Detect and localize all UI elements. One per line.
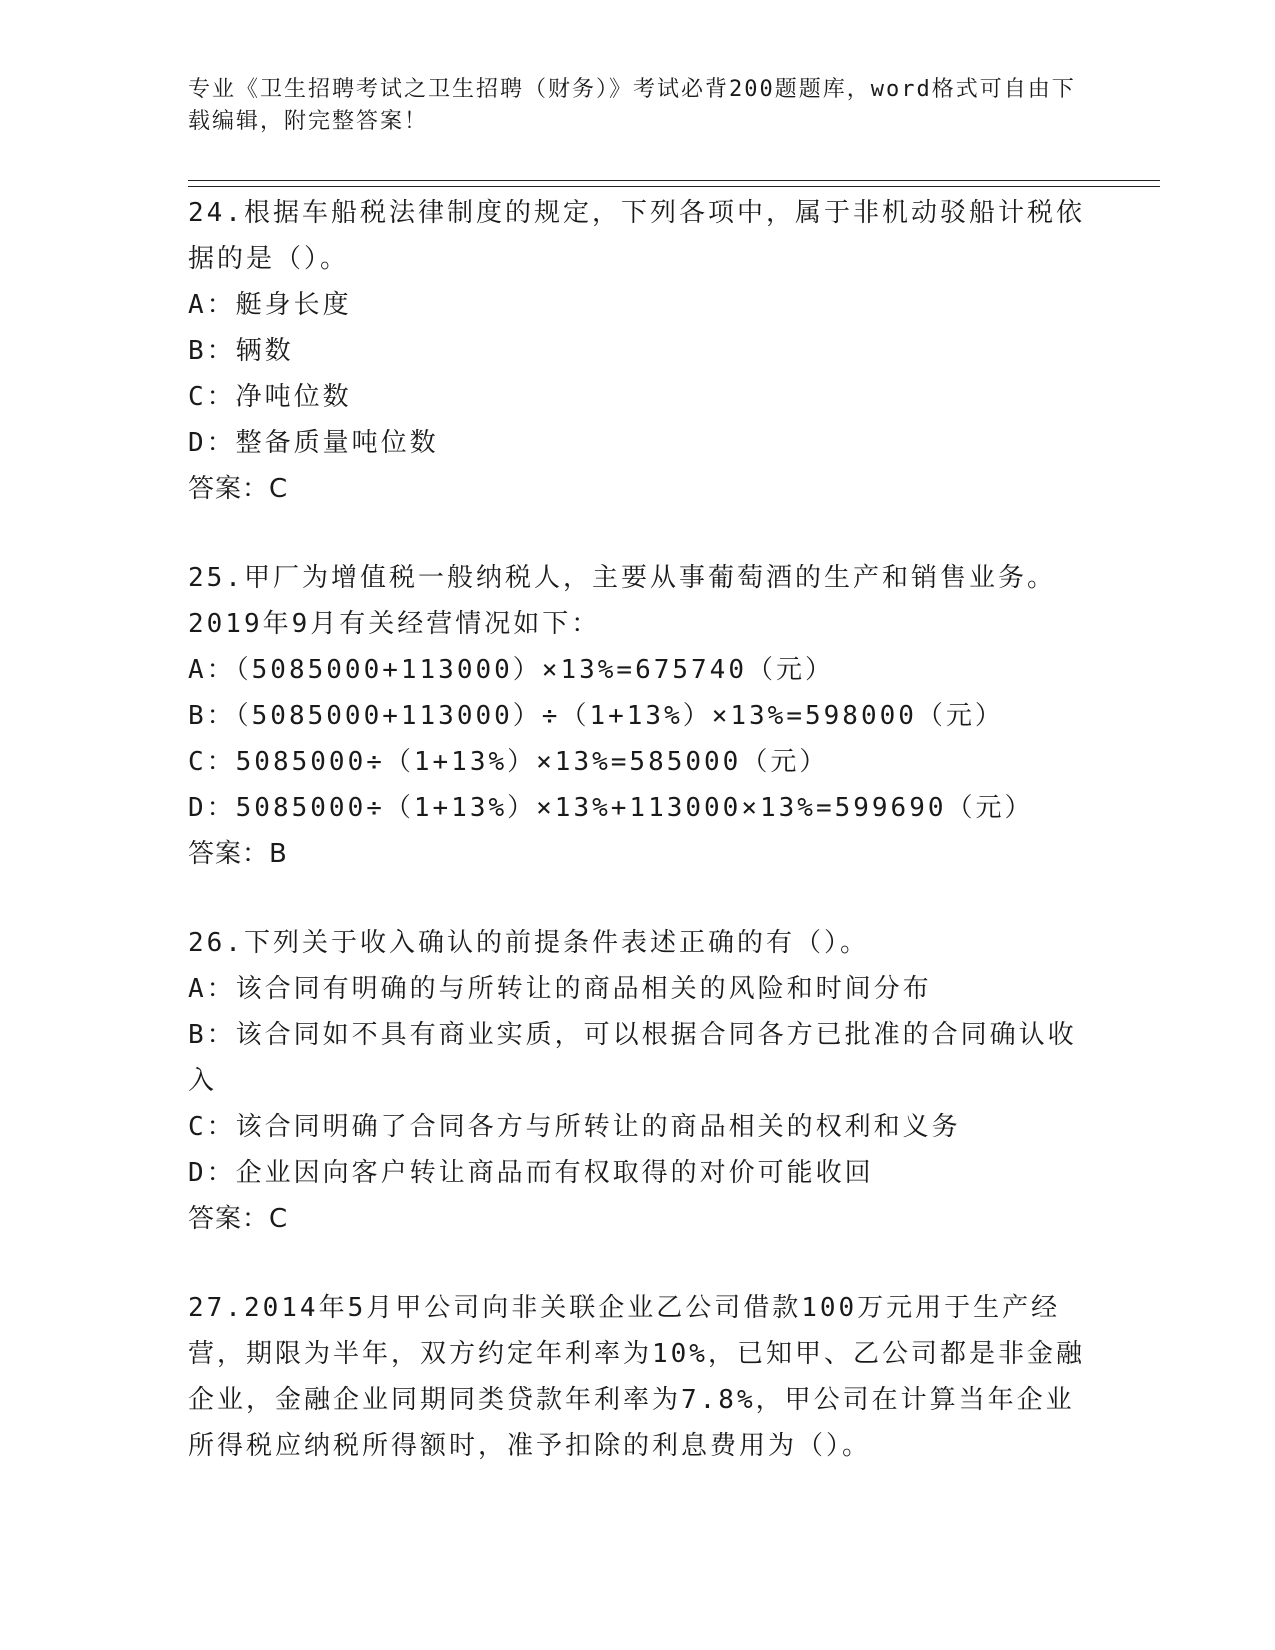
question-26 bbox=[188, 920, 1088, 1242]
question-27 bbox=[188, 1285, 1088, 1469]
option-b: B：该合同如不具有商业实质，可以根据合同各方已批准的合同确认收入 bbox=[188, 1020, 1077, 1096]
option-c: C：5085000÷（1+13%）×13%=585000（元） bbox=[188, 747, 829, 777]
option-d: D：5085000÷（1+13%）×13%+113000×13%=599690（元） bbox=[188, 793, 1034, 823]
question-stem: 27.2014年5月甲公司向非关联企业乙公司借款100万元用于生产经营，期限为半年，双方约定年利率为10%，已知甲、乙公司都是非金融企业，金融企业同期同类贷款年利率为7.8%，甲公司在计算当年企业所得税应纳税所得额时，准予扣除的利息费用为（）。 bbox=[188, 1293, 1085, 1461]
option-c: C：净吨位数 bbox=[188, 382, 352, 412]
option-d: D：企业因向客户转让商品而有权取得的对价可能收回 bbox=[188, 1158, 874, 1188]
option-a: A：艇身长度 bbox=[188, 290, 352, 320]
question-stem: 26.下列关于收入确认的前提条件表述正确的有（）。 bbox=[188, 928, 869, 958]
option-b: B：辆数 bbox=[188, 336, 294, 366]
question-24 bbox=[188, 190, 1088, 512]
header-divider-bottom bbox=[188, 186, 1160, 187]
header-divider-top bbox=[188, 180, 1160, 181]
document-header: 专业《卫生招聘考试之卫生招聘（财务）》考试必背200题题库，word格式可自由下载编辑，附完整答案！ bbox=[188, 77, 1076, 134]
answer: 答案：C bbox=[188, 1204, 289, 1234]
question-stem: 24.根据车船税法律制度的规定，下列各项中，属于非机动驳船计税依据的是（）。 bbox=[188, 198, 1085, 274]
option-a: A：该合同有明确的与所转让的商品相关的风险和时间分布 bbox=[188, 974, 932, 1004]
answer: 答案：C bbox=[188, 474, 289, 504]
question-25 bbox=[188, 555, 1088, 877]
option-a: A：（5085000+113000）×13%=675740（元） bbox=[188, 655, 834, 685]
question-stem-continued: 2019年9月有关经营情况如下： bbox=[188, 609, 601, 639]
answer: 答案：B bbox=[188, 839, 288, 869]
option-c: C：该合同明确了合同各方与所转让的商品相关的权利和义务 bbox=[188, 1112, 961, 1142]
question-stem: 25.甲厂为增值税一般纳税人，主要从事葡萄酒的生产和销售业务。 bbox=[188, 563, 1056, 593]
option-b: B：（5085000+113000）÷（1+13%）×13%=598000（元） bbox=[188, 701, 1004, 731]
option-d: D：整备质量吨位数 bbox=[188, 428, 439, 458]
